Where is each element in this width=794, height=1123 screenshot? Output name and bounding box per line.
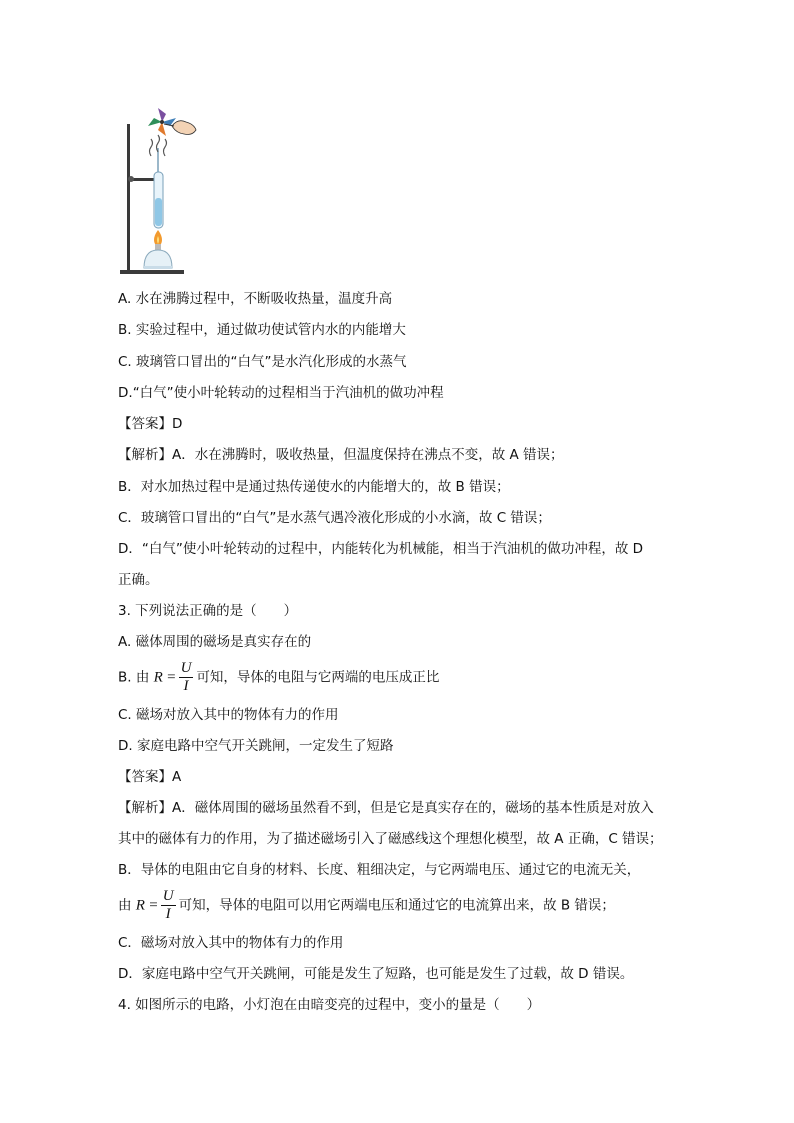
- q3-option-a: A. 磁体周围的磁场是真实存在的: [118, 634, 312, 650]
- formula-lhs: R: [153, 669, 163, 686]
- q3-analysis-line: B．导体的电阻由它自身的材料、长度、粗细决定，与它两端电压、通过它的电流无关，: [118, 862, 641, 878]
- q3-option-d: D. 家庭电路中空气开关跳闸，一定发生了短路: [118, 738, 394, 754]
- q3-answer: 【答案】A: [118, 769, 182, 785]
- q2-option-d: D.“白气”使小叶轮转动的过程相当于汽油机的做功冲程: [118, 385, 444, 401]
- q3-option-c: C. 磁场对放入其中的物体有力的作用: [118, 707, 339, 723]
- formula-lhs: R: [135, 897, 145, 914]
- q4-stem: 4. 如图所示的电路，小灯泡在由暗变亮的过程中，变小的量是（ ）: [118, 997, 541, 1013]
- q2-analysis-line: C．玻璃管口冒出的“白气”是水蒸气遇冷液化形成的小水滴，故 C 错误；: [118, 510, 551, 526]
- q2-analysis-line: 【解析】A．水在沸腾时，吸收热量，但温度保持在沸点不变，故 A 错误；: [118, 447, 564, 463]
- q2-analysis-line: 正确。: [118, 572, 159, 588]
- q2-option-b: B. 实验过程中，通过做功使试管内水的内能增大: [118, 322, 406, 338]
- q3-option-b: B. 由 R = $\frac{U}{I}$ 可知，导体的电阻与它两端的电压成正比: [118, 660, 440, 694]
- q2-analysis-line: B．对水加热过程中是通过热传递使水的内能增大的，故 B 错误；: [118, 479, 510, 495]
- q3-analysis-line: C．磁场对放入其中的物体有力的作用: [118, 935, 344, 951]
- q3-stem: 3. 下列说法正确的是（ ）: [118, 603, 298, 619]
- q3-analysis-line: 其中的磁体有力的作用，为了描述磁场引入了磁感线这个理想化模型，故 A 正确，C 错误；: [118, 831, 663, 847]
- formula-eq: =: [149, 897, 158, 914]
- pinwheel-steam-apparatus-icon: [118, 102, 202, 282]
- q2-option-c: C. 玻璃管口冒出的“白气”是水汽化形成的水蒸气: [118, 354, 407, 370]
- q2-analysis-line: D．“白气”使小叶轮转动的过程中，内能转化为机械能，相当于汽油机的做功冲程，故 D: [118, 541, 644, 557]
- formula-fraction: $\frac{U}{I}$: [162, 888, 174, 922]
- formula-eq: =: [167, 669, 176, 686]
- q3-analysis-line: D．家庭电路中空气开关跳闸，可能是发生了短路，也可能是发生了过载，故 D 错误。: [118, 966, 634, 982]
- q2-option-a: A. 水在沸腾过程中，不断吸收热量，温度升高: [118, 291, 393, 307]
- q2-answer: 【答案】D: [118, 416, 183, 432]
- formula-fraction: $\frac{U}{I}$: [180, 660, 192, 694]
- q3-analysis-line-formula: 由 R = $\frac{U}{I}$ 可知，导体的电阻可以用它两端电压和通过它的电流算出来，故 B 错误；: [118, 888, 615, 922]
- q3-analysis-line: 【解析】A．磁体周围的磁场虽然看不到，但是它是真实存在的，磁场的基本性质是对放入: [118, 800, 654, 816]
